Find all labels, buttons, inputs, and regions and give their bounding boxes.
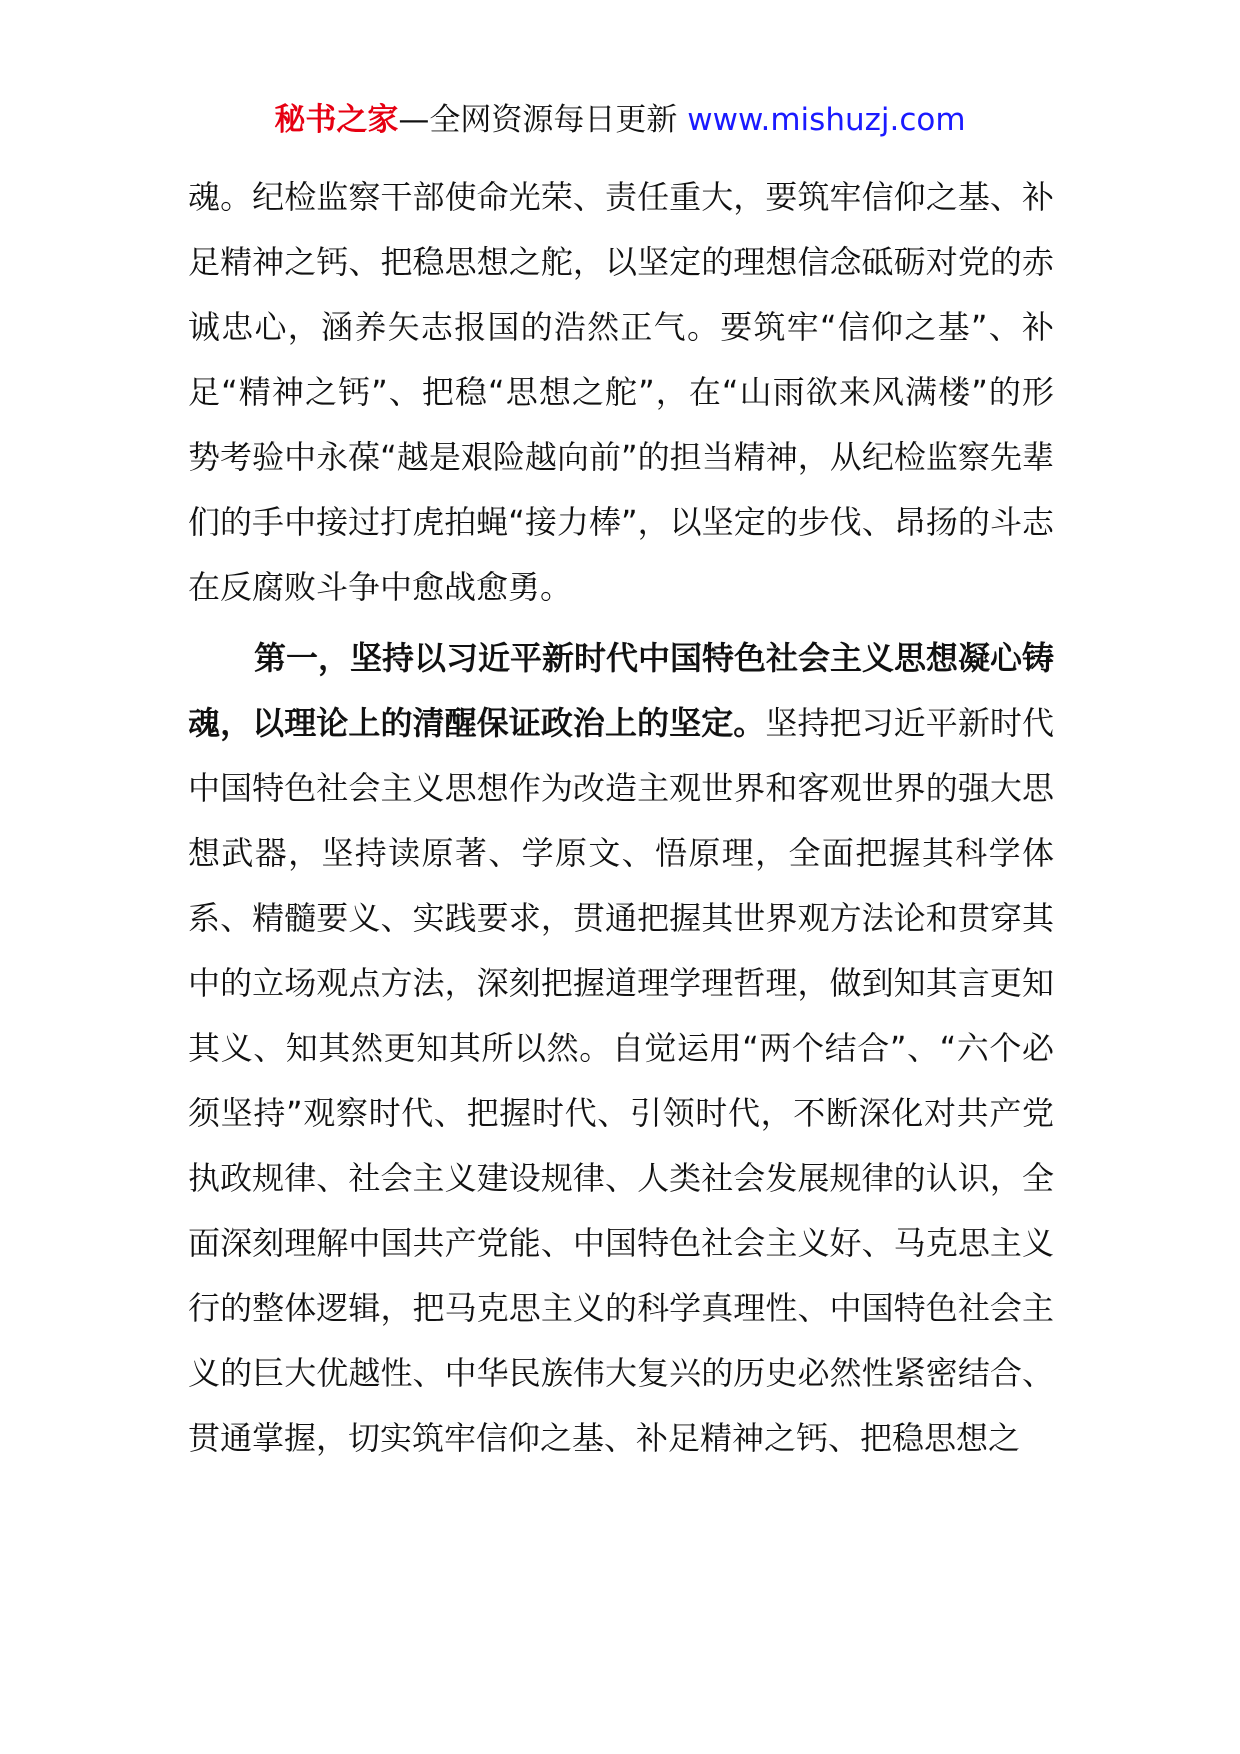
paragraph-first-point (188, 626, 1054, 1471)
header-tagline: —全网资源每日更新 (398, 102, 678, 138)
paragraph-continued: 魂。纪检监察干部使命光荣、责任重大，要筑牢信仰之基、补足精神之钙、把稳思想之舵，以坚定的理想信念砥砺对党的赤诚忠心，涵养矢志报国的浩然正气。要筑牢“信仰之基”、补足“精神之钙”、把稳“思想之舵”，在“山雨欲来风满楼”的形势考验中永葆“越是艰险越向前”的担当精神，从纪检监察先辈们的手中接过打虎拍蝇“接力棒”，以坚定的步伐、昂扬的斗志在反腐败斗争中愈战愈勇。 (188, 178, 1054, 606)
brand-name: 秘书之家 (274, 102, 399, 138)
watermark-header (0, 98, 1240, 142)
paragraph-first-point-text: 坚持把习近平新时代中国特色社会主义思想作为改造主观世界和客观世界的强大思想武器，坚持读原著、学原文、悟原理，全面把握其科学体系、精髓要义、实践要求，贯通把握其世界观方法论和贯穿其中的立场观点方法，深刻把握道理学理哲理，做到知其言更知其义、知其然更知其所以然。自觉运用“两个结合”、“六个必须坚持”观察时代、把握时代、引领时代，不断深化对共产党执政规律、社会主义建设规律、人类社会发展规律的认识，全面深刻理解中国共产党能、中国特色社会主义好、马克思主义行的整体逻辑，把马克思主义的科学真理性、中国特色社会主义的巨大优越性、中华民族伟大复兴的历史必然性紧密结合、贯通掌握，切实筑牢信仰之基、补足精神之钙、把稳思想之 (188, 704, 1054, 1457)
header-url-link[interactable]: www.mishuzj.com (687, 102, 966, 138)
paragraph-heading-bold: 第一，坚持以习近平新时代中国特色社会主义思想凝心铸魂，以理论上的清醒保证政治上的坚定。 (188, 639, 1055, 742)
document-body (188, 165, 1054, 1471)
